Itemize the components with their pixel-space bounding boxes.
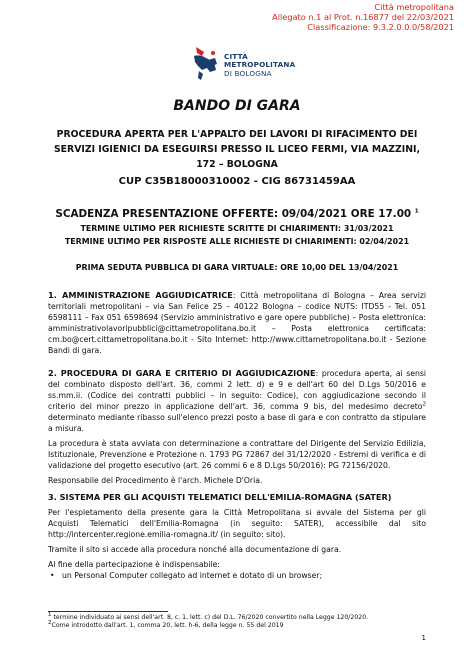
first-public-session: PRIMA SEDUTA PUBBLICA DI GARA VIRTUALE: ORE 10,00 DEL 13/04/2021 [75, 263, 399, 272]
citta-metropolitana-logo [190, 44, 310, 84]
section-2-paragraph-3: Responsabile del Procedimento è l'arch. Michele D'Oria. [48, 476, 263, 485]
logo-text-line3: DI BOLOGNA [224, 68, 272, 78]
logo-emblem-icon [190, 44, 220, 84]
footnote-2 [48, 619, 426, 630]
section-1-amministrazione [48, 290, 426, 356]
section-2-paragraph-1 [48, 368, 426, 434]
footnote-1 [48, 611, 426, 622]
stamp-line-entity: Città metropolitana [374, 2, 454, 12]
footnote-ref-1: 1 [414, 208, 419, 215]
stamp-line-classification: Classificazione: 9.3.2.0.0.0/58/2021 [307, 22, 454, 32]
section-3-paragraph-3: Al fine della partecipazione è indispensabile: [48, 560, 221, 569]
deadline-offers-text: SCADENZA PRESENTAZIONE OFFERTE: 09/04/2021 ORE 17.00 [55, 208, 412, 220]
footnote-ref-2: 2 [422, 401, 426, 408]
document-title: BANDO DI GARA [173, 98, 301, 114]
section-3-bullet-1: • un Personal Computer collegato ad internet e dotato di un browser; [48, 570, 426, 581]
footnote-1-text: termine individuato ai sensi dell'art. 8, c. 1, lett. c) del D.L. 76/2020 convertito nella Legge 120/2020. [53, 614, 369, 621]
section-3-heading: 3. SISTEMA PER GLI ACQUISTI TELEMATICI DELL'EMILIA-ROMAGNA (SATER) [48, 492, 392, 502]
section-3-paragraph-1: Per l'espletamento della presente gara la Città Metropolitana si avvale del Sistema per gli Acquisti Telematici dell'Emilia-Romagna (in seguito: SATER), accessibile dal sito http://intercenter.regione.emilia-romagna.it/ (in seguito: sito). [48, 508, 426, 539]
deadline-offers [48, 208, 426, 220]
section-3-sater [48, 492, 426, 581]
footnote-separator [48, 611, 168, 612]
logo-wordmark [224, 53, 295, 78]
section-2-text-a: : procedura aperta, ai sensi del combinato disposto dell'art. 36, commi 2 lett. d) e 9 e dell'art 60 del D.Lgs 50/2016 e ss.mm.ii. (Codice dei contratti pubblici – in seguito: Codice), con aggiudicazione secondo il criterio del minor prezzo in applicazione dell'art. 36, comma 9 bis, del medesimo decreto [48, 369, 427, 411]
section-3-paragraph-2: Tramite il sito si accede alla procedura nonché alla documentazione di gara. [48, 545, 342, 554]
footnote-2-mark: 2 [48, 619, 52, 626]
deadline-written-requests: TERMINE ULTIMO PER RICHIESTE SCRITTE DI CHIARIMENTI: 31/03/2021 [80, 224, 394, 233]
section-2-paragraph-2: La procedura è stata avviata con determinazione a contrattare del Dirigente del Servizio Edilizia, Istituzionale, Prevenzione e Protezione n. 1793 PG 72867 del 31/12/2020 - Estremi di verifica e di validazione del progetto esecutivo (art. 26 commi 6 e 8 D.Lgs 50/2016): PG 72156/2020. [48, 439, 426, 470]
deadline-answers: TERMINE ULTIMO PER RISPOSTE ALLE RICHIESTE DI CHIARIMENTI: 02/04/2021 [64, 237, 410, 246]
cup-cig-line: CUP C35B18000310002 - CIG 86731459AA [118, 176, 356, 187]
logo-text-line1: CITTÀ [224, 52, 248, 61]
section-1-paragraph [48, 290, 426, 356]
section-2-text-b: determinato mediante ribasso sull'elenco prezzi posto a base di gara e con contratto da stipulare a misura. [48, 413, 426, 433]
logo-text-line2: METROPOLITANA [224, 60, 296, 70]
procedure-heading: PROCEDURA APERTA PER L'APPALTO DEI LAVORI DI RIFACIMENTO DEI SERVIZI IGIENICI DA ESEGUIRSI PRESSO IL LICEO FERMI, VIA MAZZINI, 172 – BOLOGNA [53, 129, 421, 170]
section-1-text: : Città metropolitana di Bologna – Area servizi territoriali metropolitani – via San Felice 25 – 40122 Bologna – codice NUTS: ITD55 - Tel. 051 6598111 – Fax 051 6598694 (Servizio amministrativo e gare opere pubbliche) – Posta elettronica: amministrativolavoripubblici@cittametropolitana.bo.it – Posta elettronica certificata: cm.bo@cert.cittametropolitana.bo.it - Sito Internet: http://www.cittametropolitana.bo.it - Sezione Bandi di gara. [48, 291, 426, 355]
footnote-1-mark: 1 [48, 611, 52, 618]
stamp-line-protocol: Allegato n.1 al Prot. n.16877 del 22/03/2021 [272, 12, 454, 22]
section-1-heading: 1. AMMINISTRAZIONE AGGIUDICATRICE [48, 290, 233, 300]
section-2-procedura [48, 368, 426, 486]
page-number: 1 [421, 634, 426, 642]
protocol-stamp [272, 2, 454, 32]
section-2-heading: 2. PROCEDURA DI GARA E CRITERIO DI AGGIUDICAZIONE [48, 368, 316, 378]
footnote-2-text: Come introdotto dall'art. 1, comma 20, lett. h-6, della legge n. 55 del 2019 [51, 622, 284, 629]
